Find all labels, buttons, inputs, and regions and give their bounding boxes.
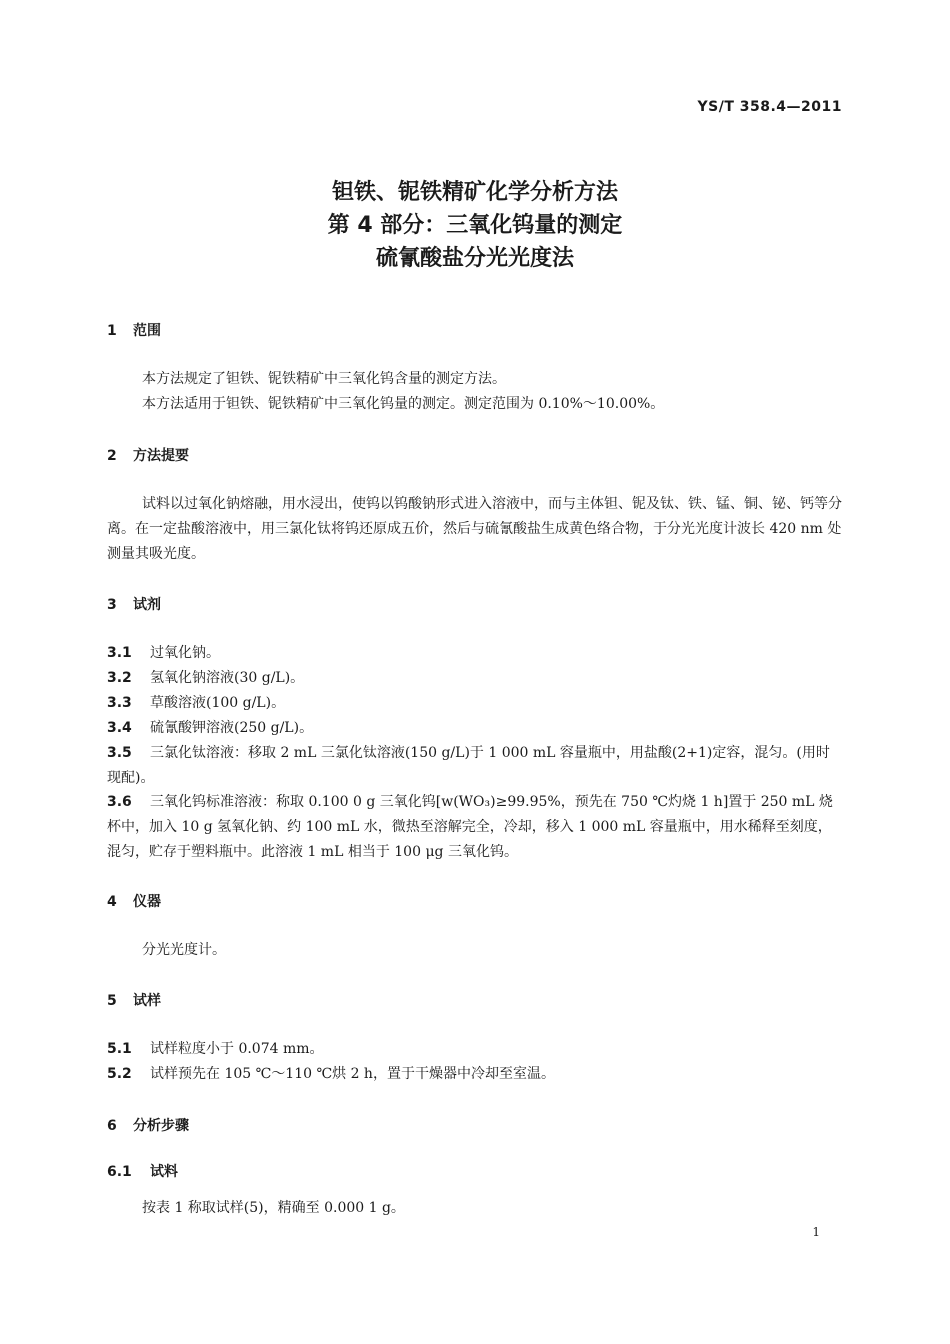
- section-number: 1: [107, 323, 117, 339]
- item-number: 3.5: [107, 745, 132, 761]
- item-number: 5.2: [107, 1066, 132, 1082]
- title-line-2: 第 4 部分：三氧化钨量的测定: [327, 213, 623, 238]
- section-number: 2: [107, 448, 117, 464]
- item-text: 过氧化钠。: [150, 645, 220, 661]
- section-3-heading: [107, 594, 161, 614]
- reagent-item: [107, 790, 843, 865]
- section-number: 6: [107, 1118, 117, 1134]
- section-1-heading: [107, 320, 161, 340]
- sample-item: [107, 1037, 843, 1062]
- page-number: 1: [812, 1225, 820, 1239]
- section-number: 3: [107, 597, 117, 613]
- section-title: 试剂: [133, 597, 161, 613]
- item-text: 草酸溶液(100 g/L)。: [150, 695, 286, 711]
- item-number: 5.1: [107, 1041, 132, 1057]
- section-title: 方法提要: [133, 448, 189, 464]
- item-number: 3.6: [107, 794, 132, 810]
- item-text: 氢氧化钠溶液(30 g/L)。: [150, 670, 305, 686]
- sample-item: [107, 1062, 843, 1087]
- section-6-heading: [107, 1115, 189, 1135]
- title-line-1: 钽铁、铌铁精矿化学分析方法: [331, 180, 618, 205]
- section-title: 分析步骤: [133, 1118, 189, 1134]
- section-4-paragraph: 分光光度计。: [142, 942, 226, 958]
- section-4-heading: [107, 891, 161, 911]
- reagent-item: [107, 716, 843, 741]
- section-6-paragraph: 按表 1 称取试样(5)，精确至 0.000 1 g。: [142, 1200, 405, 1216]
- section-5-heading: [107, 990, 161, 1010]
- item-number: 3.2: [107, 670, 132, 686]
- standard-number: YS/T 358.4—2011: [697, 99, 842, 115]
- item-text: 试样预先在 105 ℃～110 ℃烘 2 h，置于干燥器中冷却至室温。: [150, 1066, 555, 1082]
- reagent-item: [107, 691, 843, 716]
- section-1-paragraph-1: 本方法规定了钽铁、铌铁精矿中三氧化钨含量的测定方法。: [142, 371, 506, 387]
- subsection-number: 6.1: [107, 1164, 132, 1180]
- item-text: 试样粒度小于 0.074 mm。: [150, 1041, 324, 1057]
- item-number: 3.1: [107, 645, 132, 661]
- section-title: 仪器: [133, 894, 161, 910]
- section-2-heading: [107, 445, 189, 465]
- reagent-item: [107, 741, 843, 791]
- item-text: 三氯化钛溶液：移取 2 mL 三氯化钛溶液(150 g/L)于 1 000 mL 容量瓶中，用盐酸(2+1)定容，混匀。(用时现配)。: [107, 745, 830, 786]
- title-line-3: 硫氰酸盐分光光度法: [375, 246, 574, 271]
- section-2-paragraph: 试料以过氧化钠熔融，用水浸出，使钨以钨酸钠形式进入溶液中，而与主体钽、铌及钛、铁、锰、铜、铋、钙等分离。在一定盐酸溶液中，用三氯化钛将钨还原成五价，然后与硫氰酸盐生成黄色络合物，于分光光度计波长 420 nm 处测量其吸光度。: [107, 496, 842, 562]
- section-number: 5: [107, 993, 117, 1009]
- item-text: 硫氰酸钾溶液(250 g/L)。: [150, 720, 314, 736]
- subsection-title: 试料: [150, 1164, 178, 1180]
- document-title: [0, 176, 950, 275]
- item-text: 三氧化钨标准溶液：称取 0.100 0 g 三氧化钨[w(WO₃)≥99.95%，预先在 750 ℃灼烧 1 h]置于 250 mL 烧杯中，加入 10 g 氢氧化钠、约 100 mL 水，微热至溶解完全，冷却，移入 1 000 mL 容量瓶中，用水稀释至刻度，混匀，贮存于塑料瓶中。此溶液 1 mL 相当于 100 μg 三氧化钨。: [107, 794, 833, 860]
- item-number: 3.3: [107, 695, 132, 711]
- section-1-paragraph-2: 本方法适用于钽铁、铌铁精矿中三氧化钨量的测定。测定范围为 0.10%～10.00%。: [142, 396, 665, 412]
- reagent-item: [107, 641, 843, 666]
- section-title: 试样: [133, 993, 161, 1009]
- section-number: 4: [107, 894, 117, 910]
- subsection-6-1-heading: [107, 1161, 178, 1181]
- section-title: 范围: [133, 323, 161, 339]
- item-number: 3.4: [107, 720, 132, 736]
- reagent-item: [107, 666, 843, 691]
